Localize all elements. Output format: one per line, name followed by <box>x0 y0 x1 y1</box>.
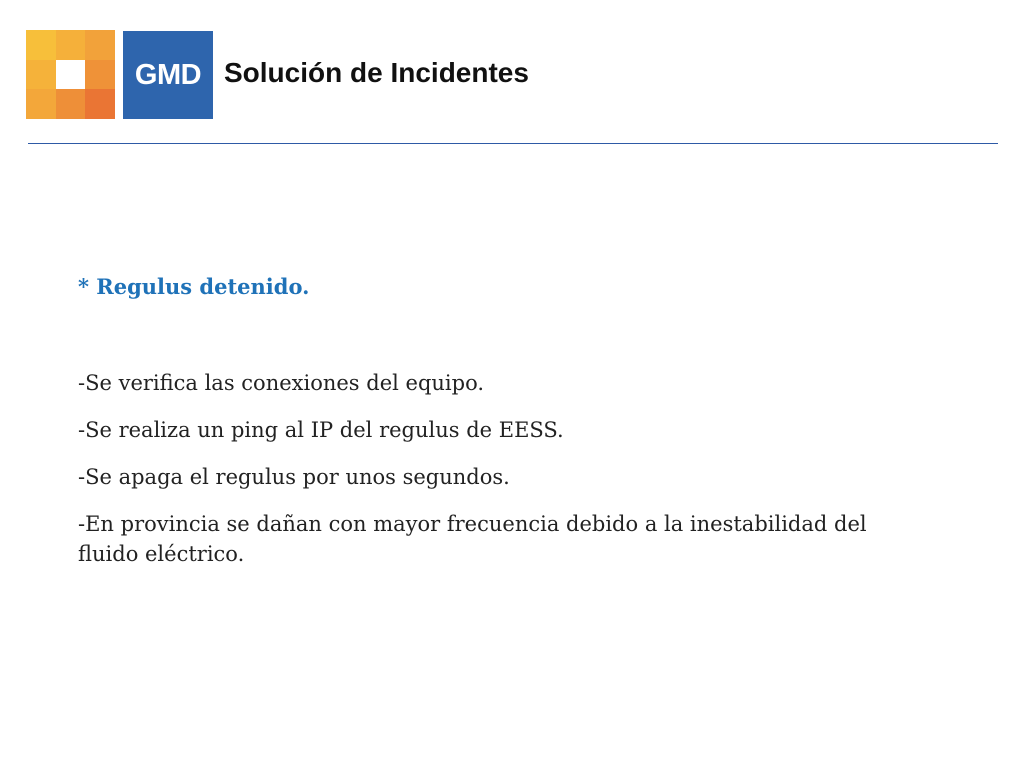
header-divider <box>28 143 998 144</box>
mosaic-cell <box>26 60 56 90</box>
steps-list <box>78 368 898 569</box>
mosaic-cell <box>85 30 115 60</box>
logo-mosaic-icon <box>26 30 115 119</box>
section-heading: * Regulus detenido. <box>78 274 310 299</box>
page-title: Solución de Incidentes <box>224 57 529 88</box>
list-item: -Se apaga el regulus por unos segundos. <box>78 465 510 489</box>
list-item: -En provincia se dañan con mayor frecuencia debido a la inestabilidad del fluido eléctrico. <box>78 512 867 566</box>
mosaic-cell <box>26 89 56 119</box>
mosaic-cell <box>56 30 86 60</box>
mosaic-cell <box>85 60 115 90</box>
list-item: -Se verifica las conexiones del equipo. <box>78 371 485 395</box>
logo-text: GMD <box>134 58 202 91</box>
gmd-logo <box>123 31 213 119</box>
mosaic-cell <box>26 30 56 60</box>
mosaic-cell <box>85 89 115 119</box>
slide-content <box>78 272 898 586</box>
list-item: -Se realiza un ping al IP del regulus de EESS. <box>78 418 564 442</box>
mosaic-cell <box>56 89 86 119</box>
mosaic-cell <box>56 60 86 90</box>
